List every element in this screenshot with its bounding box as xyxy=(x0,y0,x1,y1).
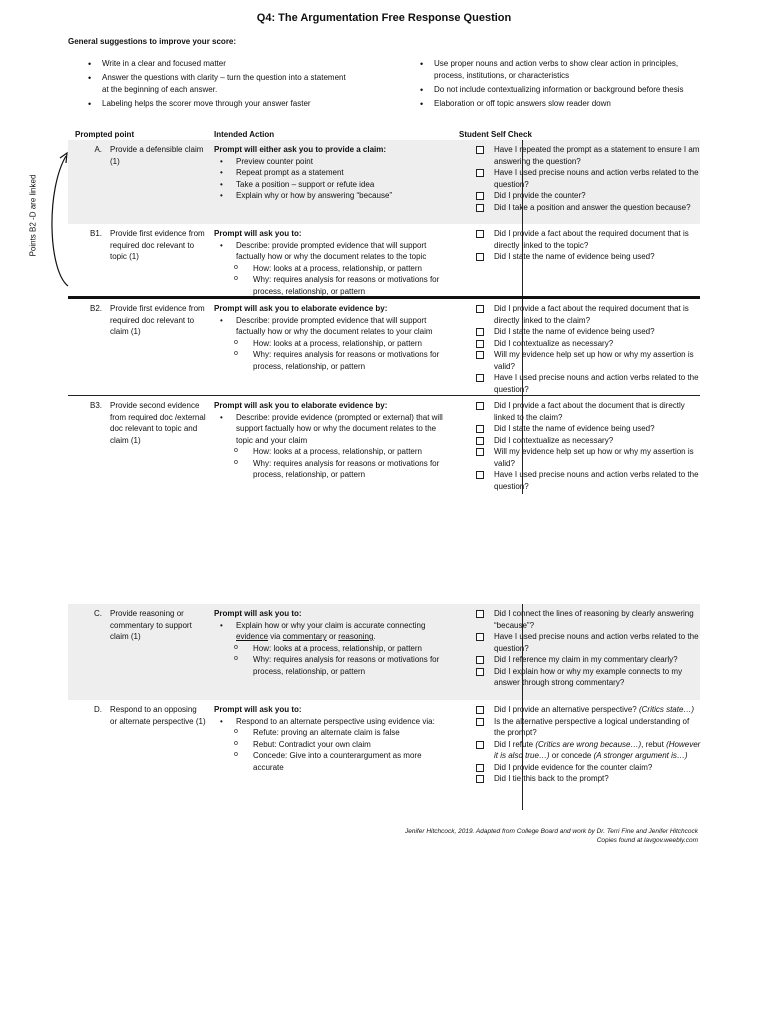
suggestion-item: • Labeling helps the scorer move through your answer faster xyxy=(88,98,348,110)
checklist-item: Have I used precise nouns and action verbs related to the question? xyxy=(474,469,702,492)
checklist-item: Did I state the name of evidence being used? xyxy=(474,326,702,338)
action-heading: Prompt will ask you to: xyxy=(214,229,302,238)
checklist-item: Did I contextualize as necessary? xyxy=(474,435,702,447)
intended-action xyxy=(214,704,454,773)
page-title: Q4: The Argumentation Free Response Question xyxy=(256,12,512,24)
point-text: Provide second evidence from required doc /external doc relevant to topic and claim (1) xyxy=(110,401,206,445)
row-c xyxy=(68,604,700,700)
checklist-item: Did I provide a fact about the document that is directly linked to the claim? xyxy=(474,400,702,423)
checkbox[interactable] xyxy=(476,741,484,749)
suggestion-item: • Answer the questions with clarity – turn the question into a statement at the beginning of each answer. xyxy=(88,72,348,96)
row-b2 xyxy=(68,299,700,395)
checkbox[interactable] xyxy=(476,328,484,336)
checkbox[interactable] xyxy=(476,668,484,676)
checkbox[interactable] xyxy=(476,718,484,726)
action-sub-bullet: o Why: requires analysis for reasons or motivations for process, relationship, or pattern xyxy=(214,654,454,677)
checkbox[interactable] xyxy=(476,437,484,445)
suggestion-item: • Do not include contextualizing information or background before thesis xyxy=(420,84,700,96)
row-b1 xyxy=(68,224,700,296)
checkbox[interactable] xyxy=(476,253,484,261)
checkbox[interactable] xyxy=(476,764,484,772)
checklist-item: Did I provide the counter? xyxy=(474,190,702,202)
intended-action xyxy=(214,608,454,677)
point-text: Provide a defensible claim (1) xyxy=(110,145,204,166)
action-bullet: • Take a position – support or refute idea xyxy=(214,179,454,191)
checklist-item: Did I contextualize as necessary? xyxy=(474,338,702,350)
action-bullet: • Describe: provide prompted evidence that will support factually how or why the document relates to your claim o How: looks at a process, relationship, or pattern o Why: requires analysis for reasons or motivations for process, relationship, or pattern xyxy=(214,315,454,373)
intended-action xyxy=(214,303,454,372)
suggestions-left-list xyxy=(88,58,348,112)
action-sub-bullet: o How: looks at a process, relationship, or pattern xyxy=(214,263,454,275)
action-sub-bullet: o Why: requires analysis for reasons or motivations for process, relationship, or pattern xyxy=(214,274,454,297)
column-header-prompted: Prompted point xyxy=(75,130,135,139)
action-bullet: • Preview counter point xyxy=(214,156,454,168)
checkbox[interactable] xyxy=(476,305,484,313)
checkbox[interactable] xyxy=(476,706,484,714)
checklist-item: Did I provide evidence for the counter claim? xyxy=(474,762,702,774)
action-bullet: • Respond to an alternate perspective using evidence via: o Refute: proving an alternate claim is false o Rebut: Contradict your own claim o Concede: Give into a counterargument as more accurate xyxy=(214,716,454,774)
self-check xyxy=(474,608,702,689)
action-sub-bullet: o How: looks at a process, relationship, or pattern xyxy=(214,446,454,458)
checkbox[interactable] xyxy=(476,471,484,479)
point-text: Provide first evidence from required doc relevant to claim (1) xyxy=(110,304,205,336)
intended-action xyxy=(214,400,454,481)
checklist-item: Have I used precise nouns and action verbs related to the question? xyxy=(474,372,702,395)
self-check xyxy=(474,704,702,785)
action-bullet: • Describe: provide evidence (prompted or external) that will support factually how or why the document relates to the topic and your claim o How: looks at a process, relationship, or pattern o Why: requires analysis for reasons or motivations for process, relationship, or pattern xyxy=(214,412,454,481)
row-d xyxy=(68,700,700,810)
footer-credit xyxy=(405,827,698,845)
checkbox[interactable] xyxy=(476,192,484,200)
checklist-item: Have I used precise nouns and action verbs related to the question? xyxy=(474,167,702,190)
self-check xyxy=(474,228,702,263)
point-text: Respond to an opposing or alternate perspective (1) xyxy=(110,705,206,726)
checklist-item: Did I tie this back to the prompt? xyxy=(474,773,702,785)
row-a xyxy=(68,140,700,224)
point-label: C. xyxy=(94,609,102,618)
checklist-item: Did I state the name of evidence being used? xyxy=(474,423,702,435)
intended-action xyxy=(214,228,454,297)
checkbox[interactable] xyxy=(476,402,484,410)
action-heading: Prompt will ask you to elaborate evidence by: xyxy=(214,304,388,313)
action-sub-bullet: o Concede: Give into a counterargument as more accurate xyxy=(214,750,454,773)
action-heading: Prompt will ask you to: xyxy=(214,609,302,618)
point-label: B3. xyxy=(89,401,102,410)
footer-line: Copies found at lavgov.weebly.com xyxy=(596,837,698,844)
action-heading: Prompt will ask you to elaborate evidence by: xyxy=(214,401,388,410)
action-bullet: • Describe: provide prompted evidence that will support factually how or why the document relates to the topic o How: looks at a process, relationship, or pattern o Why: requires analysis for reasons or motivations for process, relationship, or pattern xyxy=(214,240,454,298)
checkbox[interactable] xyxy=(476,146,484,154)
checkbox[interactable] xyxy=(476,448,484,456)
action-heading: Prompt will ask you to: xyxy=(214,705,302,714)
checkbox[interactable] xyxy=(476,230,484,238)
checklist-item: Did I provide an alternative perspective? (Critics state…) xyxy=(474,704,702,716)
checkbox[interactable] xyxy=(476,775,484,783)
checklist-item: Did I take a position and answer the question because? xyxy=(474,202,702,214)
action-sub-bullet: o Why: requires analysis for reasons or motivations for process, relationship, or pattern xyxy=(214,349,454,372)
checkbox[interactable] xyxy=(476,633,484,641)
point-label: D. xyxy=(94,705,102,714)
action-bullet: • Explain how or why your claim is accurate connecting evidence via commentary or reasoning. o How: looks at a process, relationship, or pattern o Why: requires analysis for reasons or motivations for process, relationship, or pattern xyxy=(214,620,454,678)
action-sub-bullet: o Rebut: Contradict your own claim xyxy=(214,739,454,751)
footer-line: Jenifer Hitchcock, 2019. Adapted from College Board and work by Dr. Terri Fine and Jenifer Hitchcock xyxy=(405,828,698,835)
checklist-item: Did I refute (Critics are wrong because…), rebut (However it is also true…) or concede (A stronger argument is…) xyxy=(474,739,702,762)
checklist-item: Did I state the name of evidence being used? xyxy=(474,251,702,263)
point-label: B1. xyxy=(89,229,102,238)
checklist-item: Did I connect the lines of reasoning by clearly answering “because”? xyxy=(474,608,702,631)
linked-points-note: Points B2 -D are linked xyxy=(28,174,38,257)
column-header-check: Student Self Check xyxy=(459,130,532,139)
action-sub-bullet: o How: looks at a process, relationship, or pattern xyxy=(214,643,454,655)
checklist-item: Did I provide a fact about the required document that is directly linked to the topic? xyxy=(474,228,702,251)
checklist-item: Did I reference my claim in my commentary clearly? xyxy=(474,654,702,666)
checkbox[interactable] xyxy=(476,204,484,212)
checkbox[interactable] xyxy=(476,340,484,348)
checklist-item: Will my evidence help set up how or why my assertion is valid? xyxy=(474,349,702,372)
general-suggestions-heading: General suggestions to improve your score: xyxy=(68,37,237,46)
column-header-intended: Intended Action xyxy=(214,130,275,139)
point-label: A. xyxy=(94,145,102,154)
intended-action xyxy=(214,144,454,202)
suggestion-item: • Use proper nouns and action verbs to show clear action in principles, process, institutions, or characteristics xyxy=(420,58,700,82)
checkbox[interactable] xyxy=(476,610,484,618)
action-sub-bullet: o Why: requires analysis for reasons or motivations for process, relationship, or pattern xyxy=(214,458,454,481)
checkbox[interactable] xyxy=(476,425,484,433)
checklist-item: Will my evidence help set up how or why my assertion is valid? xyxy=(474,446,702,469)
self-check xyxy=(474,400,702,492)
action-sub-bullet: o Refute: proving an alternate claim is false xyxy=(214,727,454,739)
point-text: Provide reasoning or commentary to support claim (1) xyxy=(110,609,192,641)
self-check xyxy=(474,144,702,213)
suggestion-item: • Elaboration or off topic answers slow reader down xyxy=(420,98,700,110)
checklist-item: Have I used precise nouns and action verbs related to the question? xyxy=(474,631,702,654)
suggestions-right-list xyxy=(420,58,700,112)
action-sub-bullet: o How: looks at a process, relationship, or pattern xyxy=(214,338,454,350)
suggestion-item: • Write in a clear and focused matter xyxy=(88,58,348,70)
point-text: Provide first evidence from required doc relevant to topic (1) xyxy=(110,229,205,261)
action-heading: Prompt will either ask you to provide a claim: xyxy=(214,145,387,154)
checklist-item: Did I provide a fact about the required document that is directly linked to the claim? xyxy=(474,303,702,326)
point-label: B2. xyxy=(89,304,102,313)
checklist-item: Did I explain how or why my example connects to my answer through strong commentary? xyxy=(474,666,702,689)
action-bullet: • Explain why or how by answering “because” xyxy=(214,190,454,202)
checkbox[interactable] xyxy=(476,374,484,382)
checkbox[interactable] xyxy=(476,351,484,359)
checklist-item: Have I repeated the prompt as a statement to ensure I am answering the question? xyxy=(474,144,702,167)
checkbox[interactable] xyxy=(476,656,484,664)
checklist-item: Is the alternative perspective a logical understanding of the prompt? xyxy=(474,716,702,739)
checkbox[interactable] xyxy=(476,169,484,177)
row-b3 xyxy=(68,396,700,494)
action-bullet: • Repeat prompt as a statement xyxy=(214,167,454,179)
self-check xyxy=(474,303,702,395)
